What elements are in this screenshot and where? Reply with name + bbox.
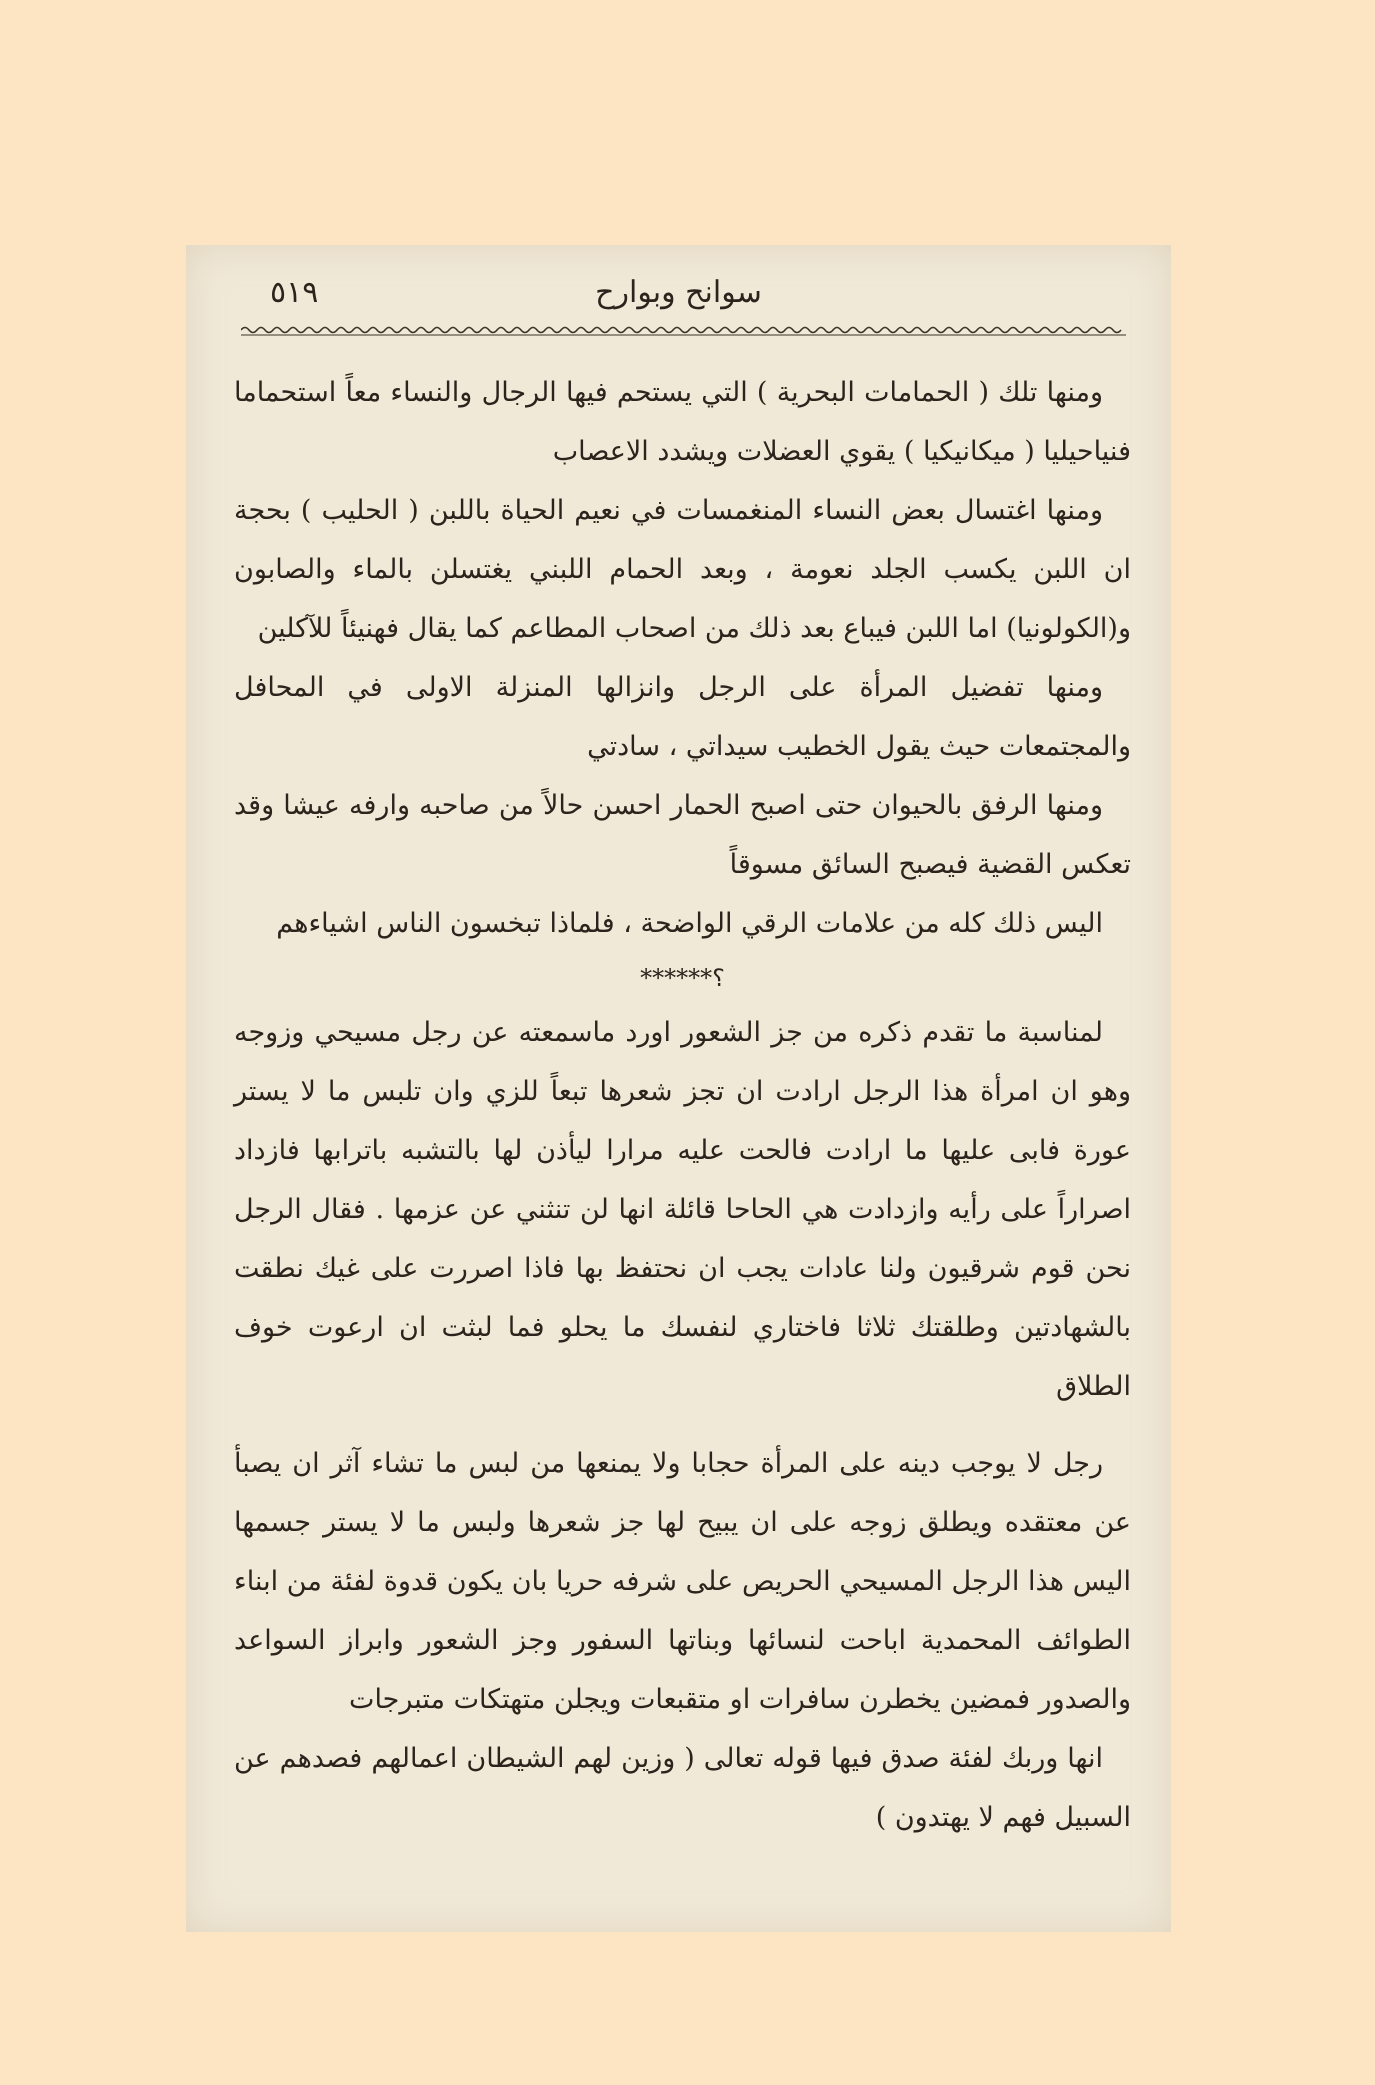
header-rule: [241, 323, 1126, 337]
page-header: [226, 261, 1131, 321]
paragraph: لمناسبة ما تقدم ذكره من جز الشعور اورد ماسمعته عن رجل مسيحي وزوجه وهو ان امرأة هذا الرجل ارادت ان تجز شعرها تبعاً للزي وان تلبس ما لا يستر عورة فابى عليها ما ارادت فالحت عليه مرارا ليأذن لها بالتشبه باترابها فازداد اصراراً على رأيه وازدادت هي الحاحا قائلة انها لن تنثني عن عزمها . فقال الرجل نحن قوم شرقيون ولنا عادات يجب ان نحتفظ بها فاذا اصررت على غيك نطقت بالشهادتين وطلقتك ثلاثا فاختاري لنفسك ما يحلو فما لبثت ان ارعوت خوف الطلاق: [234, 1017, 1132, 1402]
paragraph: انها وربك لفئة صدق فيها قوله تعالى ( وزين لهم الشيطان اعمالهم فصدهم عن السبيل فهم لا يهتدون ): [234, 1743, 1131, 1833]
paragraph: ومنها اغتسال بعض النساء المنغمسات في نعيم الحياة باللبن ( الحليب ) بحجة ان اللبن يكسب الجلد نعومة ، وبعد الحمام اللبني يغتسلن بالماء والصابون و(الكولونيا) اما اللبن فيباع بعد ذلك من اصحاب المطاعم كما يقال فهنيئاً للآكلين: [234, 495, 1131, 644]
running-title: سوانح وبوارح: [595, 275, 762, 310]
paragraph: اليس ذلك كله من علامات الرقي الواضحة ، فلماذا تبخسون الناس اشياءهم: [276, 908, 1103, 939]
paragraph: رجل لا يوجب دينه على المرأة حجابا ولا يمنعها من لبس ما تشاء آثر ان يصبأ عن معتقده ويطلق زوجه على ان يبيح لها جز شعرها ولبس ما لا يستر جسمها اليس هذا الرجل المسيحي الحريص على شرفه حريا بان يكون قدوة لفئة من ابناء الطوائف المحمدية اباحت لنسائها وبناتها السفور وجز الشعور وابراز السواعد والصدور فمضين يخطرن سافرات او متقبعات ويجلن متهتكات متبرجات: [234, 1448, 1131, 1715]
page-number: ٥١٩: [270, 275, 319, 310]
wavy-rule: [241, 323, 1126, 337]
section-separator: ؟******: [640, 964, 725, 992]
body-text: [234, 363, 1131, 1847]
paragraph: ومنها الرفق بالحيوان حتى اصبح الحمار احسن حالاً من صاحبه وارفه عيشا وقد تعكس القضية فيصبح السائق مسوقاً: [234, 790, 1131, 880]
book-page: [186, 245, 1171, 1932]
paragraph: ومنها تلك ( الحمامات البحرية ) التي يستحم فيها الرجال والنساء معاً استحماما فنياحيليا ( ميكانيكيا ) يقوي العضلات ويشدد الاعصاب: [234, 377, 1131, 467]
paragraph: ومنها تفضيل المرأة على الرجل وانزالها المنزلة الاولى في المحافل والمجتمعات حيث يقول الخطيب سيداتي ، سادتي: [234, 672, 1131, 762]
